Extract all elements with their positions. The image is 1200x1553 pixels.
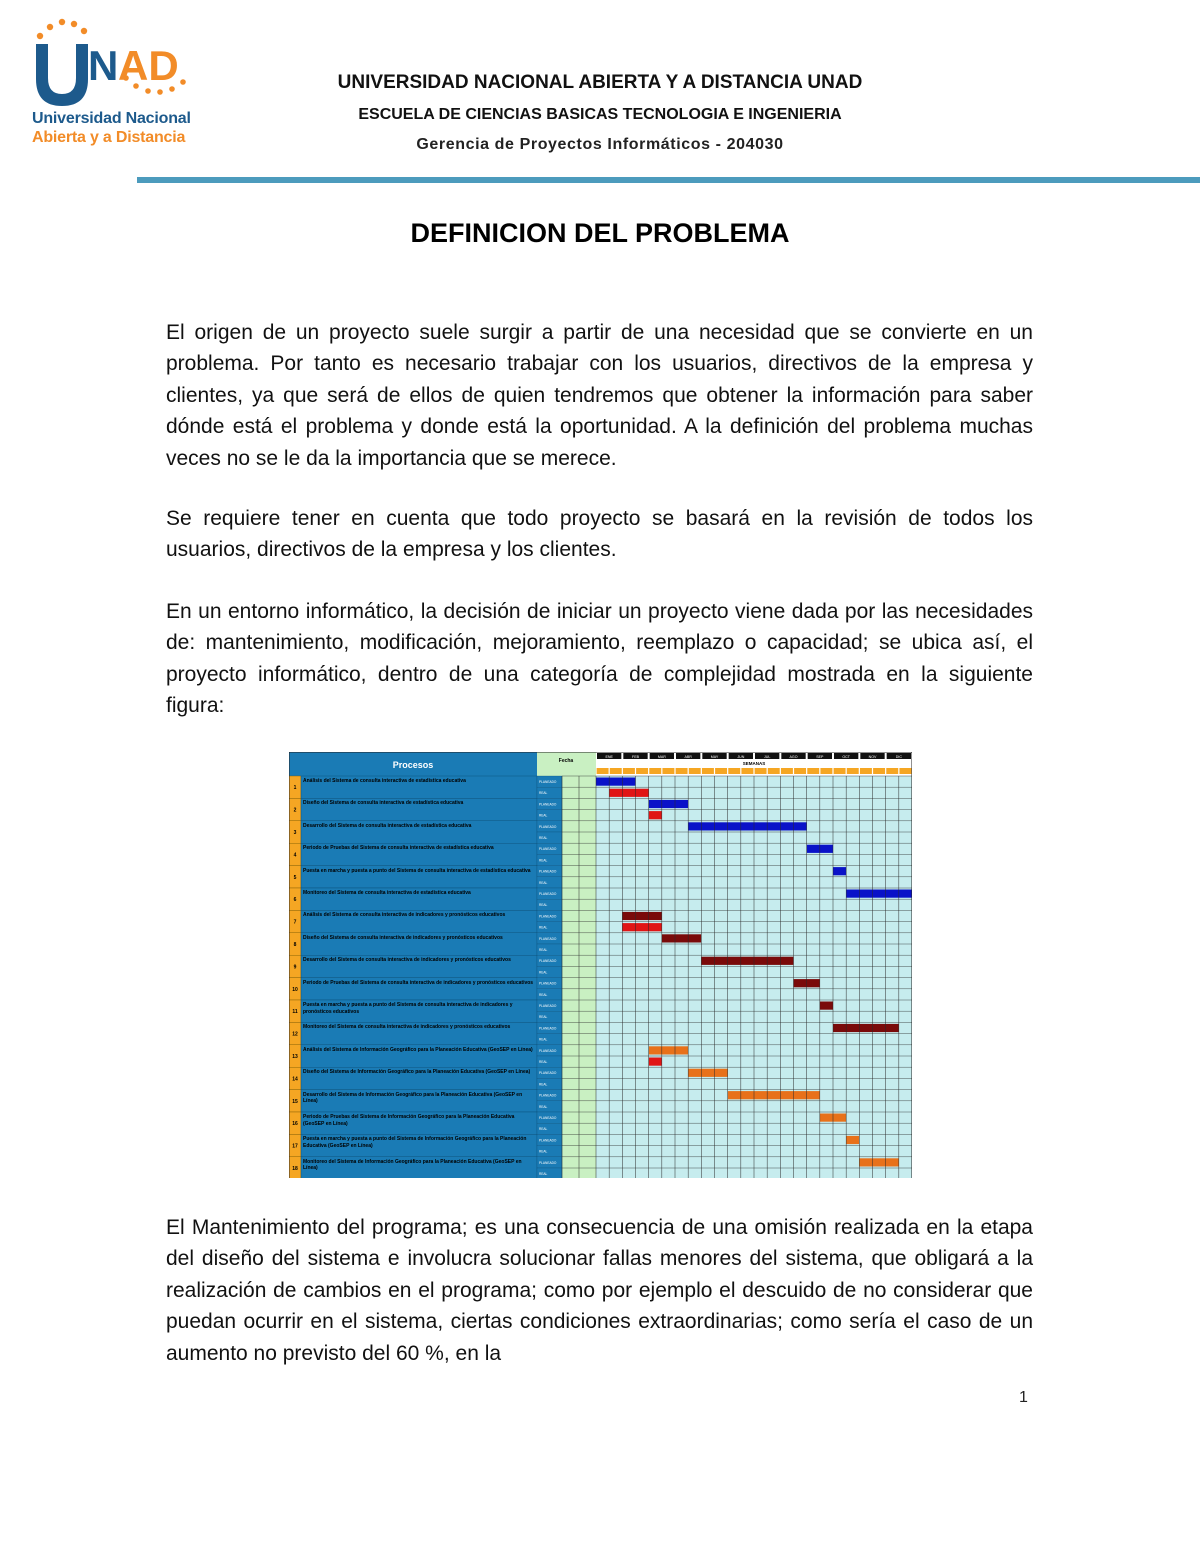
planned-bar (662, 934, 702, 942)
row-type-label: PLANEADO (539, 824, 557, 829)
week-header-cell (781, 768, 793, 774)
row-type-label: REAL (539, 1015, 548, 1020)
week-header-cell (610, 768, 622, 774)
row-label: Análisis del Sistema de consulta interactiva de indicadores y pronósticos educativos (303, 912, 506, 919)
unad-logo-mark (30, 18, 205, 113)
week-header-cell (662, 768, 674, 774)
row-label: Monitoreo del Sistema de consulta interactiva de indicadores y pronósticos educativos (303, 1024, 511, 1031)
row-label-box (303, 1047, 535, 1066)
planned-bar (701, 957, 793, 965)
row-label: Diseño del Sistema de Información Geográfico para la Planeación Educativa (GeoSEP en Línea) (303, 1069, 531, 1076)
week-header-cell (873, 768, 885, 774)
row-type-label: PLANEADO (539, 1004, 557, 1008)
row-type-label: REAL (539, 836, 548, 840)
fecha-header-cell (537, 752, 596, 776)
paragraph-3: En un entorno informático, la decisión de iniciar un proyecto viene dada por las necesidades de: mantenimiento, modificación, mejoramiento, reemplazo o capacidad; se ubica así, el proyecto informático, dentro de una categoría de complejidad mostrada en la siguiente figura: (166, 600, 1033, 718)
planned-bar (688, 1069, 728, 1077)
row-label: Monitoreo del Sistema de consulta interactiva de estadística educativa (303, 890, 471, 896)
row-label-box (303, 1114, 535, 1133)
month-label: SEP (816, 755, 824, 759)
planned-bar (846, 1136, 859, 1144)
row-type-label: PLANEADO (539, 1138, 557, 1143)
row-number: 16 (292, 1121, 298, 1128)
week-header-cell (623, 768, 635, 774)
row-label-box (303, 890, 535, 909)
row-type-label: REAL (539, 858, 548, 863)
row-type-label: REAL (539, 813, 548, 818)
row-label-box (303, 868, 535, 887)
week-header-cell (597, 768, 609, 774)
row-type-label: PLANEADO (539, 892, 557, 896)
row-type-label: REAL (539, 880, 548, 885)
row-type-label: PLANEADO (539, 847, 557, 852)
row-label: Periodo de Pruebas del Sistema de consulta interactiva de indicadores y pronósticos educativos (303, 979, 534, 986)
row-label: Análisis del Sistema de consulta interactiva de estadística educativa (303, 778, 466, 784)
row-label-box (303, 1024, 535, 1043)
row-number: 5 (293, 874, 297, 881)
planned-bar (622, 912, 662, 920)
row-type-label: REAL (539, 791, 548, 796)
week-header-cell (676, 768, 688, 774)
planned-bar (846, 890, 912, 898)
row-number: 18 (292, 1166, 298, 1172)
week-header-cell (649, 768, 661, 774)
row-label: Periodo de Pruebas del Sistema de Información Geográfico para la Planeación Educativa (GeoSEP en Línea) (303, 1114, 515, 1127)
week-header-cell (741, 768, 753, 774)
row-label-box (303, 800, 535, 819)
week-header-cell (755, 768, 767, 774)
week-header-cell (820, 768, 832, 774)
row-type-label: REAL (539, 903, 548, 908)
week-header-cell (715, 768, 727, 774)
month-label: FEB (632, 755, 639, 759)
row-label-box (303, 823, 535, 842)
row-number: 4 (293, 852, 297, 859)
logo-line-2: Abierta y a Distancia (32, 129, 186, 146)
month-label: AGO (789, 755, 798, 759)
real-bar (649, 1058, 662, 1066)
month-label: JUL (763, 755, 771, 759)
week-header-cell (768, 768, 780, 774)
row-number: 11 (292, 1009, 298, 1016)
row-type-label: PLANEADO (539, 869, 557, 874)
row-type-label: REAL (539, 1037, 548, 1042)
week-header-cell (860, 768, 872, 774)
gantt-figure (289, 752, 912, 1178)
row-number: 15 (292, 1098, 298, 1105)
month-label: NOV (868, 755, 877, 759)
page-title: DEFINICION DEL PROBLEMA (410, 218, 790, 248)
month-label: MAR (657, 755, 666, 759)
row-label: Desarrollo del Sistema de Información Geográfico para la Planeación Educativa (GeoSEP en Línea) (303, 1091, 523, 1105)
university-name: UNIVERSIDAD NACIONAL ABIERTA Y A DISTANCIA UNAD (337, 72, 863, 93)
paragraph-1: El origen de un proyecto suele surgir a partir de una necesidad que se convierte en un problema. Por tanto es necesario trabajar con los usuarios, directivos de la empresa y clientes, ya que será de ellos de quien tendremos que obtener la información para saber dónde está el problema y donde está la oportunidad. A la definición del problema muchas veces no se le da la importancia que se merece. (166, 321, 1033, 470)
row-type-label: REAL (539, 1149, 548, 1154)
procesos-header-label: Procesos (392, 760, 434, 770)
row-label-box (303, 935, 535, 954)
month-label: MAY (710, 755, 719, 759)
week-header-cell (807, 768, 819, 774)
paragraph-2: Se requiere tener en cuenta que todo proyecto se basará en la revisión de todos los usuarios, directivos de la empresa y los clientes. (166, 507, 1033, 562)
month-label: ABR (684, 755, 692, 759)
row-type-label: PLANEADO (539, 780, 557, 784)
row-type-label: PLANEADO (539, 1026, 557, 1031)
planned-bar (596, 778, 636, 786)
row-number: 14 (292, 1076, 298, 1083)
month-label: OCT (842, 755, 850, 759)
paragraph-4: El Mantenimiento del programa; es una consecuencia de una omisión realizada en la etapa del diseño del sistema e involucra solucionar fallas menores del sistema, que obligará a la realización de cambios en el programa; como por ejemplo el descuido de no considerar que puedan ocurrir en el sistema, ciertas condiciones extraordinarias; como sería el caso de un aumento no previsto del 60 %, en la (166, 1216, 1033, 1365)
week-header-cell (886, 768, 898, 774)
row-type-label: PLANEADO (539, 959, 557, 964)
week-header-cell (834, 768, 846, 774)
week-header-cell (847, 768, 859, 774)
school-name: ESCUELA DE CIENCIAS BASICAS TECNOLOGIA E INGENIERIA (358, 106, 842, 123)
week-header-cell (899, 768, 911, 774)
row-type-label: PLANEADO (539, 1071, 557, 1076)
row-label-box (303, 1092, 535, 1111)
row-label: Monitoreo del Sistema de Información Geográfico para la Planeación Educativa (GeoSEP en Línea) (303, 1158, 522, 1172)
page-number: 1 (1019, 1389, 1028, 1406)
row-number: 8 (293, 942, 297, 948)
row-type-label: REAL (539, 925, 548, 930)
week-header-cell (689, 768, 701, 774)
logo-line-1: Universidad Nacional (32, 110, 191, 127)
row-number: 17 (292, 1143, 298, 1150)
row-label-box (303, 912, 535, 931)
planned-bar (649, 800, 689, 808)
row-type-label: PLANEADO (539, 914, 557, 919)
fecha-header-label: Fecha (558, 758, 574, 764)
row-label-box (303, 1002, 535, 1021)
row-type-label: PLANEADO (539, 936, 557, 941)
row-number: 12 (292, 1031, 298, 1038)
header-rule (137, 177, 1200, 183)
row-number: 6 (293, 897, 297, 904)
row-number: 7 (293, 919, 297, 926)
row-label-box (303, 1069, 535, 1088)
row-type-label: REAL (539, 992, 548, 997)
planned-bar (728, 1091, 820, 1099)
row-type-label: REAL (539, 1060, 548, 1064)
row-number: 3 (293, 830, 297, 836)
row-label: Puesta en marcha y puesta a punto del Sistema de consulta interactiva de estadística educativa (303, 867, 531, 874)
week-header-cell (702, 768, 714, 774)
row-number: 10 (292, 986, 298, 993)
row-label: Desarrollo del Sistema de consulta interactiva de estadística educativa (303, 822, 472, 829)
planned-bar (649, 1046, 689, 1054)
week-header-cell (728, 768, 740, 774)
row-type-label: REAL (539, 948, 548, 952)
row-label-box (303, 845, 535, 864)
row-number: 9 (293, 964, 297, 971)
row-label-box (303, 1159, 535, 1178)
row-label: Análisis del Sistema de Información Geográfico para la Planeación Educativa (GeoSEP en Línea) (303, 1046, 533, 1053)
row-type-label: PLANEADO (539, 802, 557, 807)
real-bar (609, 789, 649, 797)
row-label-box (303, 957, 535, 976)
row-label: Desarrollo del Sistema de consulta interactiva de indicadores y pronósticos educativos (303, 957, 511, 964)
week-header-cell (636, 768, 648, 774)
row-number: 2 (293, 807, 297, 814)
month-label: JUN (737, 755, 745, 759)
row-label: Diseño del Sistema de consulta interactiva de estadística educativa (303, 800, 464, 807)
svg-text:AD: AD (118, 42, 179, 89)
row-label-box (303, 980, 535, 999)
row-label-box (303, 778, 535, 797)
row-type-label: PLANEADO (539, 1160, 557, 1165)
planned-bar (833, 1024, 899, 1032)
row-type-label: REAL (539, 1172, 548, 1176)
planned-bar (688, 822, 807, 830)
row-label: Periodo de Pruebas del Sistema de consulta interactiva de estadística educativa (303, 845, 494, 852)
row-type-label: REAL (539, 1104, 548, 1109)
real-bar (649, 811, 662, 819)
row-type-label: REAL (539, 1127, 548, 1132)
row-label: Puesta en marcha y puesta a punto del Sistema de Información Geográfico para la Planeación Educativa (GeoSEP en Línea) (303, 1136, 527, 1149)
semanas-label: SEMANAS (742, 761, 766, 766)
planned-bar (820, 1002, 833, 1010)
week-header-cell (794, 768, 806, 774)
month-label: DIC (895, 755, 902, 759)
svg-text:N: N (88, 42, 119, 89)
course-name: Gerencia de Proyectos Informáticos - 204030 (416, 136, 784, 153)
row-label-box (303, 1136, 535, 1155)
row-type-label: REAL (539, 970, 548, 975)
row-type-label: PLANEADO (539, 1116, 557, 1120)
row-type-label: PLANEADO (539, 1048, 557, 1053)
planned-bar (833, 867, 846, 875)
real-bar (622, 923, 662, 931)
planned-bar (859, 1158, 899, 1166)
row-number: 1 (293, 785, 297, 792)
row-number: 13 (292, 1054, 298, 1060)
row-type-label: PLANEADO (539, 1093, 557, 1098)
month-label: ENE (605, 755, 613, 759)
row-label: Diseño del Sistema de consulta interactiva de indicadores y pronósticos educativos (303, 934, 503, 941)
row-type-label: REAL (539, 1082, 548, 1087)
row-type-label: PLANEADO (539, 981, 557, 986)
row-label: Puesta en marcha y puesta a punto del Sistema de consulta interactiva de indicadores y pronósticos educativos (303, 1002, 513, 1015)
